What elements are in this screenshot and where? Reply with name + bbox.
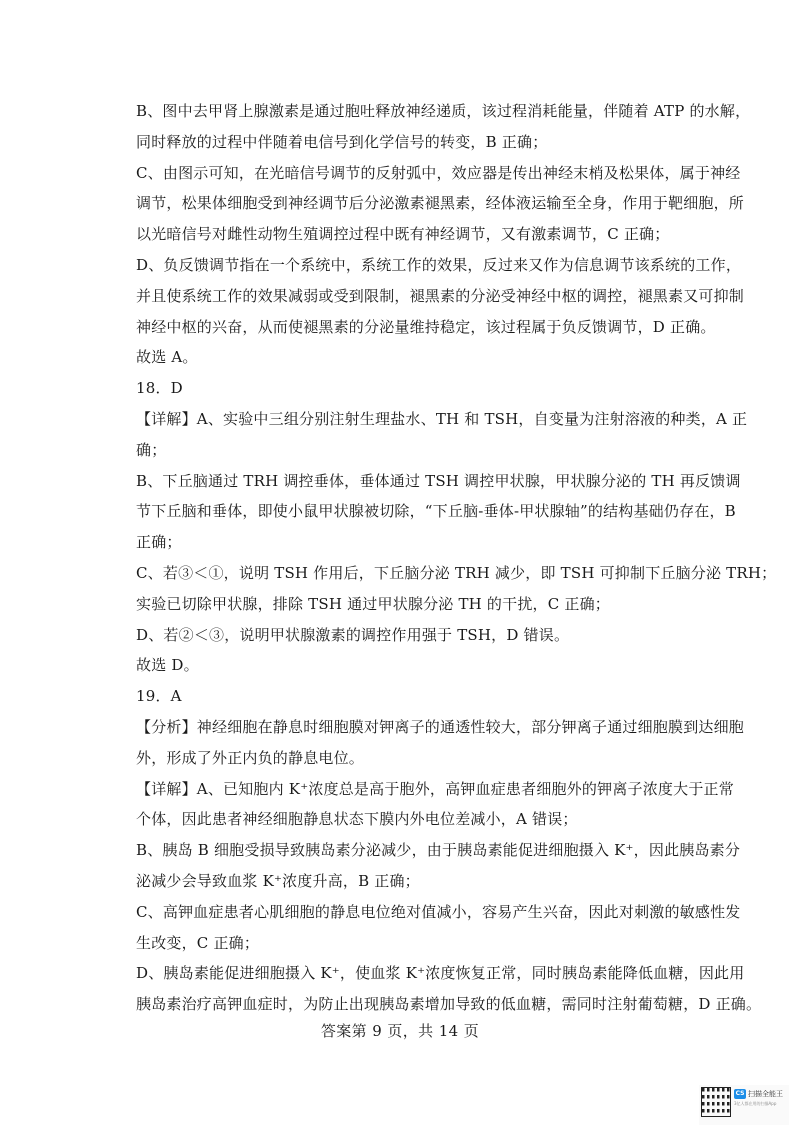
text-line: B、下丘脑通过 TRH 调控垂体，垂体通过 TSH 调控甲状腺，甲状腺分泌的 TH 再反馈调 bbox=[136, 471, 741, 490]
camscanner-name: 扫描全能王 bbox=[748, 1090, 783, 1098]
text-line: 并且使系统工作的效果减弱或受到限制，褪黑素的分泌受神经中枢的调控，褪黑素又可抑制 bbox=[136, 286, 745, 305]
text-line: 泌减少会导致血浆 K⁺浓度升高，B 正确； bbox=[136, 871, 420, 890]
qr-code-icon bbox=[701, 1087, 731, 1117]
text-line: B、图中去甲肾上腺激素是通过胞吐释放神经递质，该过程消耗能量，伴随着 ATP 的水解， bbox=[136, 102, 751, 120]
text-line: B、胰岛 B 细胞受损导致胰岛素分泌减少，由于胰岛素能促进细胞摄入 K⁺，因此胰岛素分 bbox=[136, 841, 741, 860]
question-number: 18．D bbox=[136, 379, 183, 398]
text-line: 【分析】神经细胞在静息时细胞膜对钾离子的通透性较大，部分钾离子通过细胞膜到达细胞 bbox=[136, 717, 745, 736]
question-number: 19．A bbox=[136, 687, 182, 706]
text-line: D、胰岛素能促进细胞摄入 K⁺，使血浆 K⁺浓度恢复正常，同时胰岛素能降低血糖，因此用 bbox=[136, 964, 745, 983]
text-line: 个体，因此患者神经细胞静息状态下膜内外电位差减小，A 错误； bbox=[136, 810, 578, 829]
text-line: 神经中枢的兴奋，从而使褪黑素的分泌量维持稳定，该过程属于负反馈调节，D 正确。 bbox=[136, 317, 716, 336]
text-line: D、负反馈调节指在一个系统中，系统工作的效果，反过来又作为信息调节该系统的工作， bbox=[136, 255, 742, 274]
text-line: 调节，松果体细胞受到神经调节后分泌激素褪黑素，经体液运输至全身，作用于靶细胞，所 bbox=[136, 194, 745, 213]
camscanner-tagline: 3亿人都在用的扫描App bbox=[734, 1101, 777, 1106]
page-footer: 答案第 9 页，共 14 页 bbox=[320, 1022, 480, 1040]
text-line: 正确； bbox=[136, 533, 182, 552]
text-line: 故选 D。 bbox=[136, 656, 199, 675]
text-line: 外，形成了外正内负的静息电位。 bbox=[136, 748, 365, 767]
text-line: 【详解】A、已知胞内 K⁺浓度总是高于胞外，高钾血症患者细胞外的钾离子浓度大于正常 bbox=[136, 779, 734, 798]
text-line: 生改变，C 正确； bbox=[136, 933, 260, 952]
answer-text bbox=[136, 96, 777, 1020]
text-line: 确； bbox=[136, 440, 167, 459]
text-line: 故选 A。 bbox=[136, 348, 198, 367]
text-line: C、若③＜①，说明 TSH 作用后，下丘脑分泌 TRH 减少，即 TSH 可抑制下丘脑分泌 TRH； bbox=[136, 563, 777, 582]
text-line: 节下丘脑和垂体，即使小鼠甲状腺被切除，“下丘脑-垂体-甲状腺轴”的结构基础仍存在，B bbox=[136, 502, 736, 521]
text-line: 胰岛素治疗高钾血症时，为防止出现胰岛素增加导致的低血糖，需同时注射葡萄糖，D 正确。 bbox=[136, 995, 762, 1014]
text-line: C、高钾血症患者心肌细胞的静息电位绝对值减小，容易产生兴奋，因此对刺激的敏感性发 bbox=[136, 902, 741, 921]
text-line: D、若②＜③，说明甲状腺激素的调控作用强于 TSH，D 错误。 bbox=[136, 625, 570, 644]
text-line: 同时释放的过程中伴随着电信号到化学信号的转变，B 正确； bbox=[136, 132, 548, 151]
scanner-watermark bbox=[699, 1085, 789, 1125]
text-line: 实验已切除甲状腺，排除 TSH 通过甲状腺分泌 TH 的干扰，C 正确； bbox=[136, 594, 610, 613]
camscanner-logo: CS bbox=[735, 1090, 745, 1097]
text-line: 以光暗信号对雌性动物生殖调控过程中既有神经调节，又有激素调节，C 正确； bbox=[136, 225, 670, 244]
text-line: 【详解】A、实验中三组分别注射生理盐水、TH 和 TSH，自变量为注射溶液的种类，A 正 bbox=[136, 409, 748, 428]
text-line: C、由图示可知，在光暗信号调节的反射弧中，效应器是传出神经末梢及松果体，属于神经 bbox=[136, 163, 741, 182]
